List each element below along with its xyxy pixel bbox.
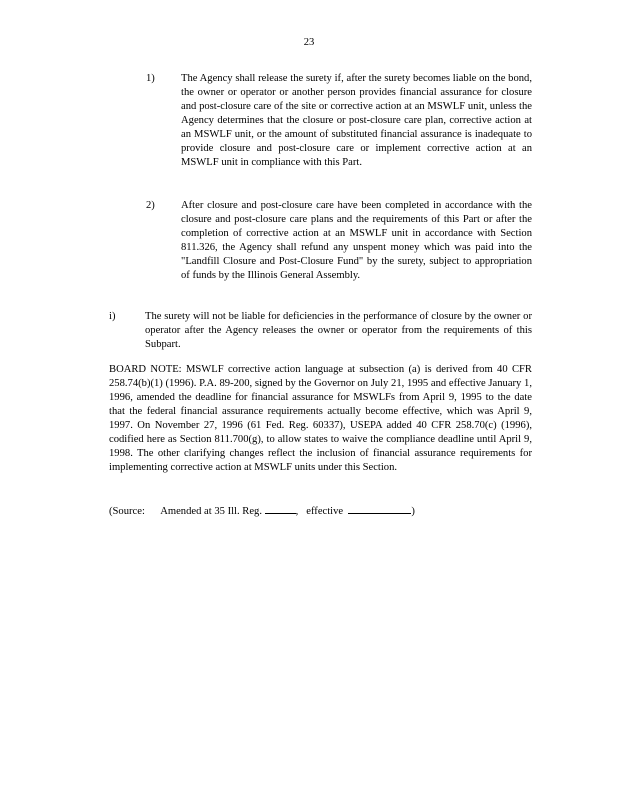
source-effective: effective [306, 506, 344, 517]
reg-blank [265, 503, 296, 514]
source-line [109, 503, 532, 519]
item-label: 1) [146, 73, 155, 84]
item-text: After closure and post-closure care have been completed in accordance with the closure and post-closure care plans and the requirements of this Part or after the completion of corrective action at an MSWLF unit in accordance with Section 811.326, the Agency shall refund any unspent money which was paid into the "Landfill Closure and Post-Closure Fund" by the surety, subject to appropriation of funds by the Illinois General Assembly. [181, 200, 532, 281]
item-text: The Agency shall release the surety if, after the surety becomes liable on the bond, the owner or operator or another person provides financial assurance for closure and post-closure care of the site or corrective action at an MSWLF unit, unless the Agency determines that the closure or post-closure care plan, corrective action at an MSWLF unit, or the amount of substituted financial assurance is inadequate to provide closure and post-closure care or implement corrective action at an MSWLF unit in compliance with this Part. [181, 73, 532, 168]
item-label: 2) [146, 200, 155, 211]
board-note: BOARD NOTE: MSWLF corrective action language at subsection (a) is derived from 40 CFR 258.74(b)(1) (1996). P.A. 89-200, signed by the Governor on July 21, 1995 and effective January 1, 1996, amended the deadline for financial assurance for MSWLFs from April 9, 1995 to the date that the federal financial assurance requirements actually become effective, which was April 9, 1997. On November 27, 1996 (61 Fed. Reg. 60337), USEPA added 40 CFR 258.70(c) (1996), codified here as Section 811.700(g), to allow states to waive the compliance deadline until April 9, 1998. The other clarifying changes reflect the inclusion of financial assurance requirements for implementing corrective action at MSWLF units under this Section. [109, 364, 532, 473]
list-item [146, 72, 532, 170]
subsection-label: i) [109, 311, 116, 322]
source-prefix: (Source: [109, 506, 145, 517]
source-close: ) [411, 506, 415, 517]
page-number: 23 [303, 37, 315, 48]
effective-blank [348, 503, 411, 514]
source-comma: , [295, 506, 299, 517]
subsection-i [109, 310, 532, 352]
list-item [146, 199, 532, 283]
source-amended: Amended at 35 Ill. Reg. [160, 506, 262, 517]
subsection-text: The surety will not be liable for deficiencies in the performance of closure by the owner or operator after the Agency releases the owner or operator from the requirements of this Subpart. [145, 311, 532, 350]
